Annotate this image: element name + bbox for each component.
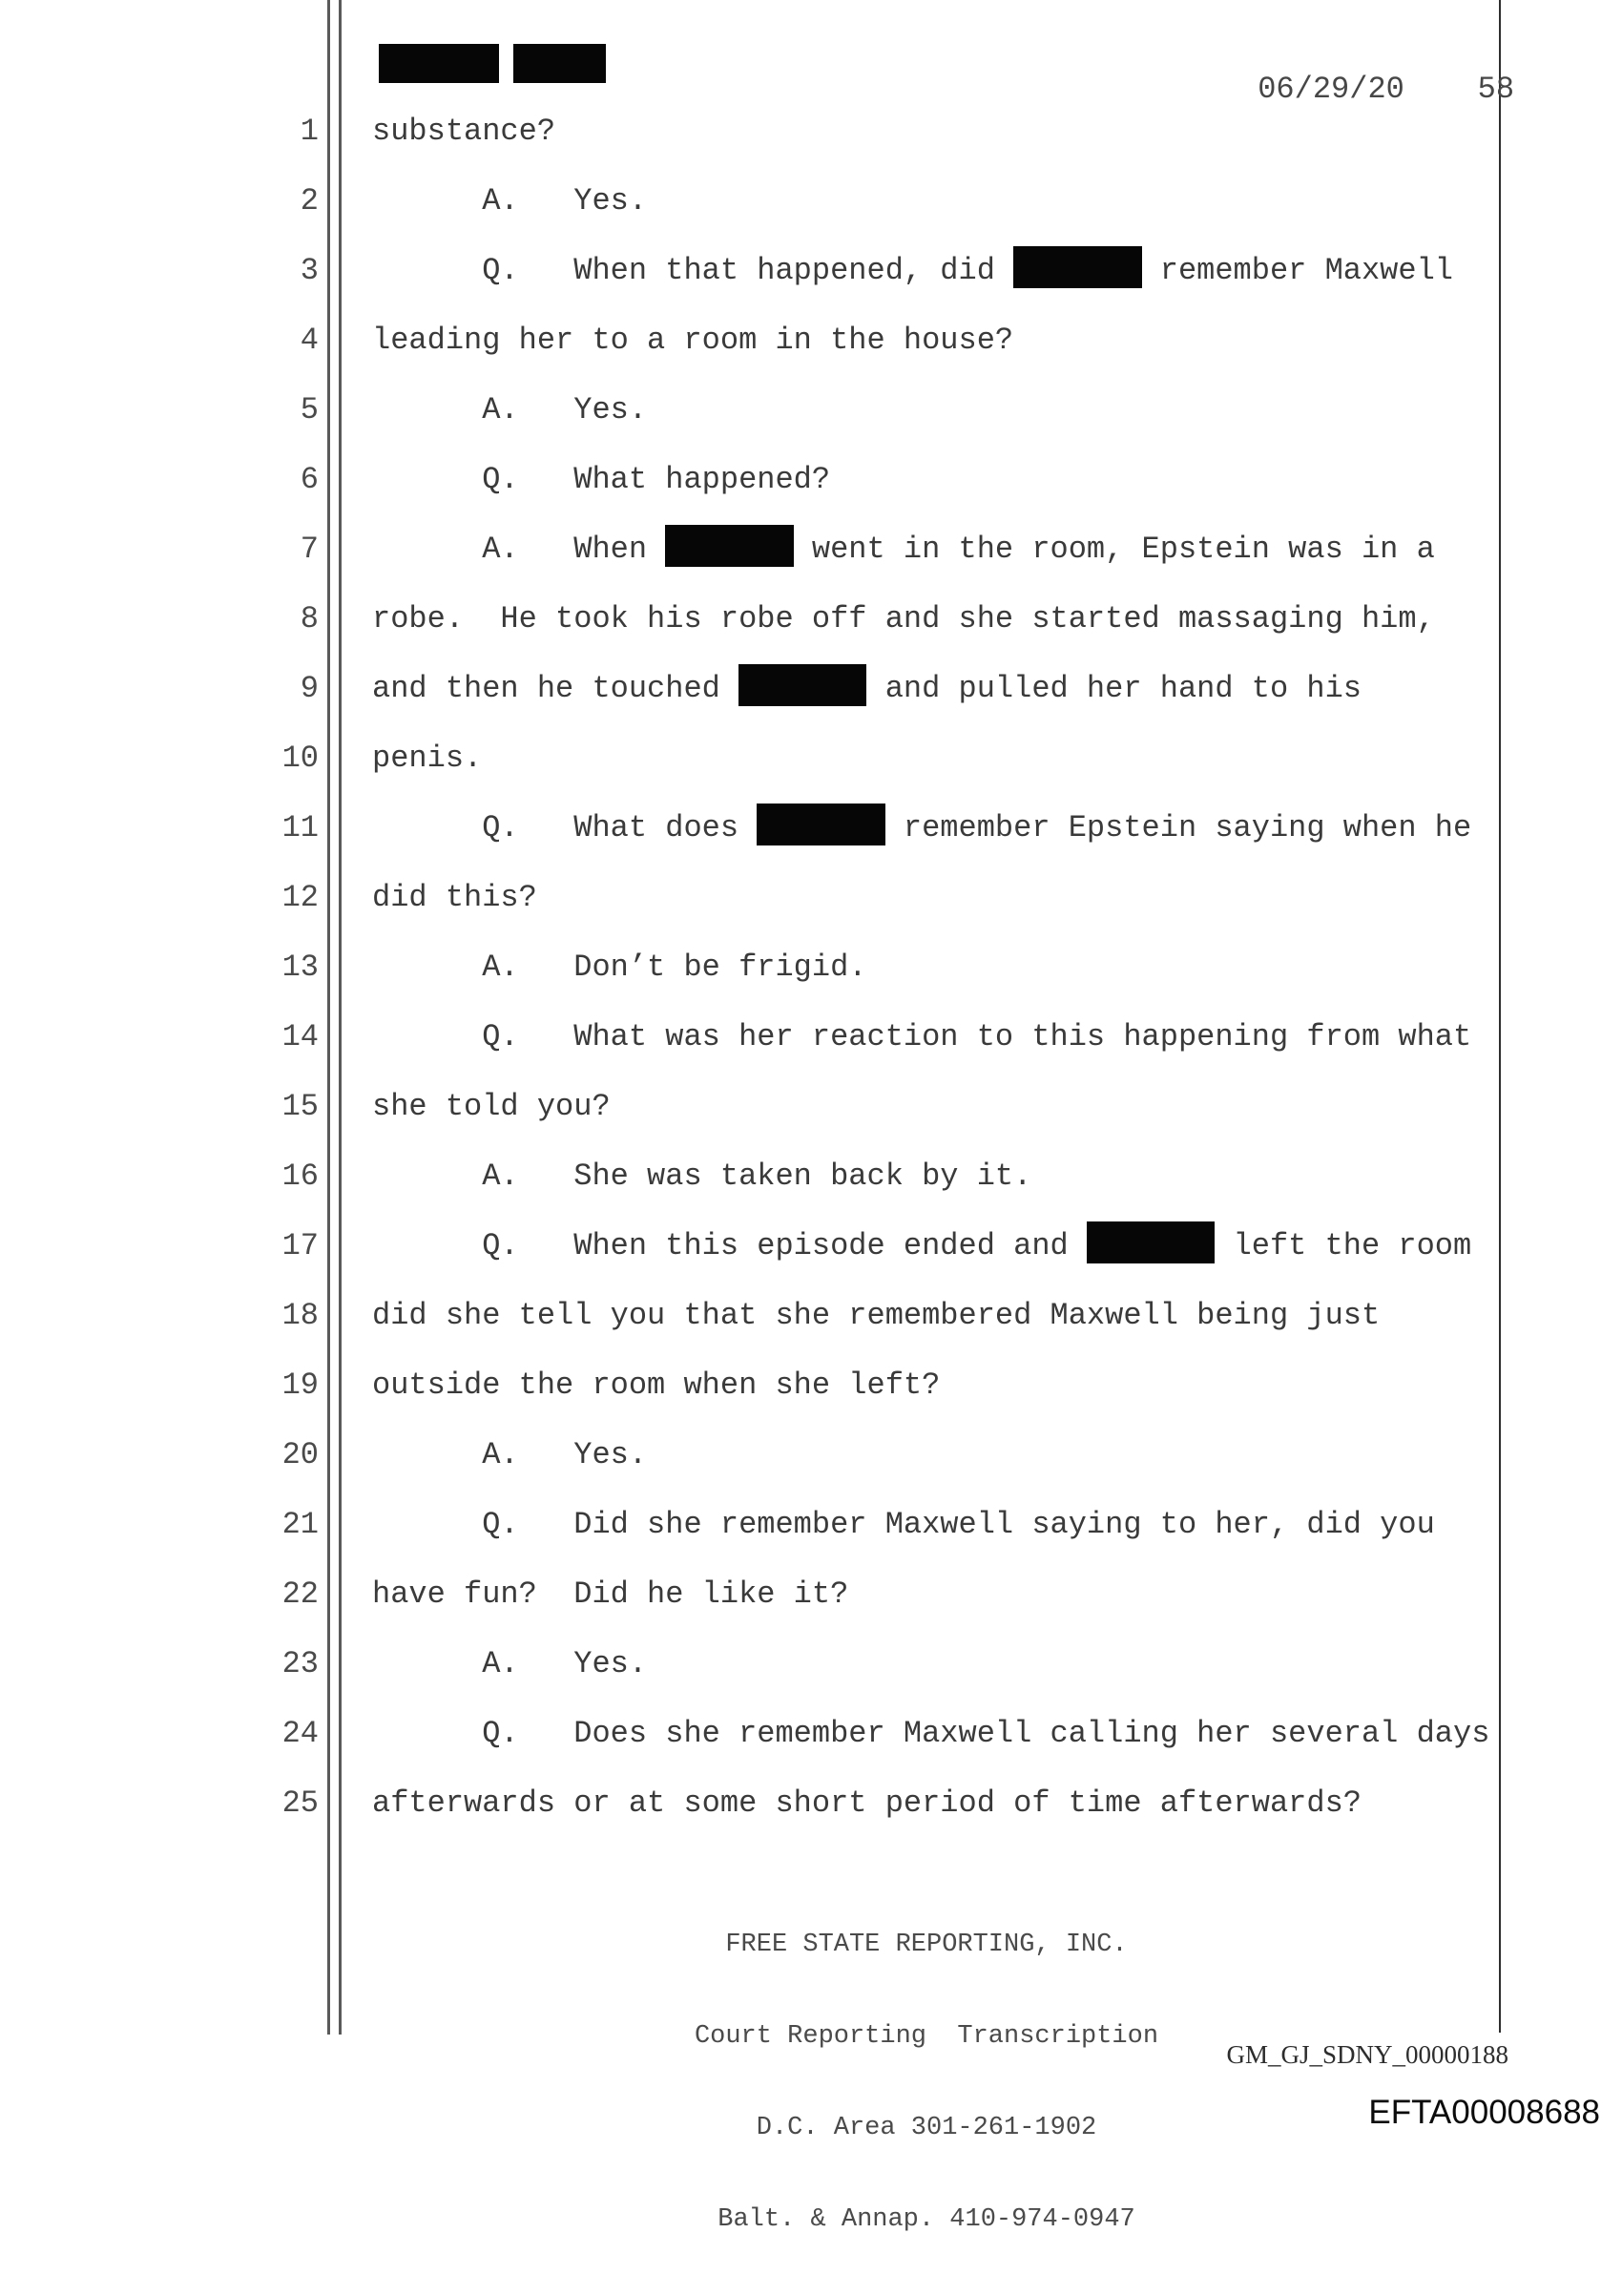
line-number: 7 — [300, 532, 319, 567]
transcript-line — [0, 1629, 1622, 1700]
line-text: robe. He took his robe off and she started massaging him, — [372, 601, 1435, 637]
line-number: 19 — [281, 1367, 319, 1403]
line-text: A. When went in the room, Epstein was in a — [372, 514, 1435, 585]
transcript-line — [0, 236, 1622, 306]
line-text: A. Yes. — [372, 1646, 648, 1681]
line-text: A. Yes. — [372, 1437, 648, 1472]
transcript-line — [0, 932, 1622, 1003]
transcript-line — [0, 1211, 1622, 1282]
line-number: 11 — [281, 810, 319, 845]
line-number: 25 — [281, 1785, 319, 1821]
transcript-line — [0, 1490, 1622, 1560]
line-number: 17 — [281, 1228, 319, 1263]
redaction-box — [738, 664, 866, 706]
transcript-line — [0, 305, 1622, 376]
line-number: 24 — [281, 1716, 319, 1751]
line-text: A. Yes. — [372, 392, 648, 428]
line-text: penis. — [372, 741, 483, 776]
exhibit-number: EFTA00008688 — [1368, 2094, 1600, 2131]
line-text: Q. What does remember Epstein saying when he — [372, 793, 1471, 864]
line-number: 18 — [281, 1298, 319, 1333]
line-text: Q. Did she remember Maxwell saying to her, did you — [372, 1507, 1435, 1542]
transcript-line — [0, 514, 1622, 585]
reporter-phone-balt: Balt. & Annap. 410-974-0947 — [717, 2205, 1135, 2234]
line-text: Q. Does she remember Maxwell calling her several days — [372, 1716, 1490, 1751]
line-number: 14 — [281, 1019, 319, 1054]
transcript-line — [0, 654, 1622, 724]
line-number: 22 — [281, 1576, 319, 1612]
line-number: 5 — [300, 392, 319, 428]
reporter-footer — [354, 1868, 1499, 2296]
redaction-box — [757, 804, 884, 845]
transcript-line — [0, 1072, 1622, 1142]
transcript-line — [0, 723, 1622, 794]
transcript-line — [0, 96, 1622, 167]
transcript-line — [0, 1768, 1622, 1839]
page-number: 58 — [1477, 72, 1515, 107]
line-text: A. Don’t be frigid. — [372, 950, 867, 985]
redaction-box — [665, 525, 793, 567]
line-text: have fun? Did he like it? — [372, 1576, 849, 1612]
transcript-line — [0, 1002, 1622, 1073]
line-number: 8 — [300, 601, 319, 637]
line-number: 21 — [281, 1507, 319, 1542]
line-number: 4 — [300, 323, 319, 358]
redaction-box — [1013, 246, 1141, 288]
line-number: 16 — [281, 1158, 319, 1194]
line-number: 9 — [300, 671, 319, 706]
line-number: 15 — [281, 1089, 319, 1124]
transcript-line — [0, 166, 1622, 237]
transcript-date: 06/29/20 — [1258, 72, 1404, 107]
line-text: Q. When this episode ended and left the room — [372, 1211, 1471, 1282]
line-number: 1 — [300, 114, 319, 149]
transcript-line — [0, 1559, 1622, 1630]
line-text: she told you? — [372, 1089, 611, 1124]
transcript-line — [0, 375, 1622, 446]
line-text: did this? — [372, 880, 537, 915]
reporter-phone-dc: D.C. Area 301-261-1902 — [756, 2114, 1097, 2142]
transcript-line — [0, 1281, 1622, 1351]
transcript-line — [0, 1141, 1622, 1212]
line-number: 20 — [281, 1437, 319, 1472]
line-text: did she tell you that she remembered Maxwell being just — [372, 1298, 1381, 1333]
line-number: 10 — [281, 741, 319, 776]
bates-number: GM_GJ_SDNY_00000188 — [1226, 2040, 1508, 2069]
reporter-name: FREE STATE REPORTING, INC. — [725, 1931, 1128, 1959]
line-text: substance? — [372, 114, 556, 149]
transcript-line — [0, 863, 1622, 933]
transcript-line — [0, 584, 1622, 655]
line-text: Q. What happened? — [372, 462, 831, 497]
line-number: 3 — [300, 253, 319, 288]
line-number: 23 — [281, 1646, 319, 1681]
redaction-box — [1087, 1221, 1215, 1263]
line-text: A. She was taken back by it. — [372, 1158, 1032, 1194]
transcript-line — [0, 1420, 1622, 1491]
reporter-service: Court Reporting Transcription — [694, 2022, 1159, 2051]
line-text: outside the room when she left? — [372, 1367, 941, 1403]
line-text: afterwards or at some short period of time afterwards? — [372, 1785, 1362, 1821]
line-text: leading her to a room in the house? — [372, 323, 1014, 358]
transcript-line — [0, 1350, 1622, 1421]
transcript-line — [0, 445, 1622, 515]
redaction-box — [513, 44, 606, 83]
redaction-box — [379, 44, 499, 83]
line-text: and then he touched and pulled her hand to his — [372, 654, 1362, 724]
line-number: 2 — [300, 183, 319, 219]
transcript-line — [0, 793, 1622, 864]
line-number: 6 — [300, 462, 319, 497]
line-text: A. Yes. — [372, 183, 648, 219]
transcript-line — [0, 1699, 1622, 1769]
line-number: 12 — [281, 880, 319, 915]
line-text: Q. What was her reaction to this happening from what — [372, 1019, 1472, 1054]
line-text: Q. When that happened, did remember Maxwell — [372, 236, 1453, 306]
line-number: 13 — [281, 950, 319, 985]
